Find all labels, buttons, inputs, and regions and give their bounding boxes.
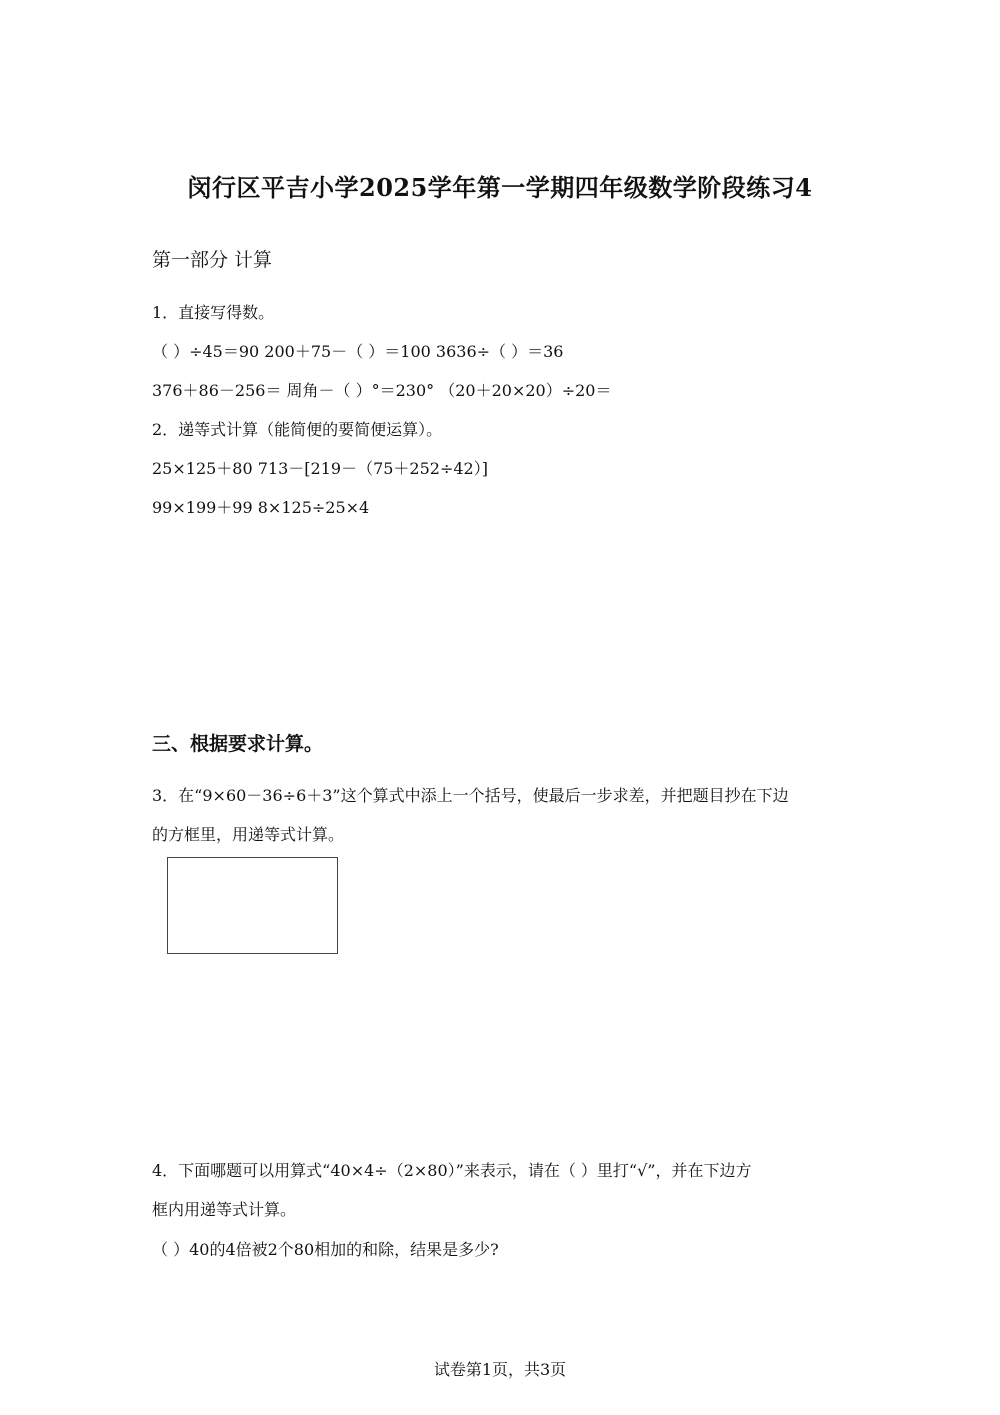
q2-prompt: 2．递等式计算（能简便的要简便运算）。	[152, 420, 443, 439]
q1-prompt: 1．直接写得数。	[152, 303, 275, 322]
q3-answer-box	[167, 857, 338, 954]
part3-heading: 三、根据要求计算。	[152, 733, 324, 755]
q4-line-2: 框内用递等式计算。	[152, 1200, 297, 1219]
part1-heading: 第一部分 计算	[152, 249, 273, 271]
q3-line-2: 的方框里，用递等式计算。	[152, 825, 345, 844]
q1-row-2: 376＋86－256＝ 周角－（ ）°＝230° （20＋20×20）÷20＝	[152, 381, 612, 400]
q3-line-1: 3．在“9×60－36÷6＋3”这个算式中添上一个括号，使最后一步求差，并把题目抄在下边	[152, 786, 789, 805]
q2-row-2: 99×199＋99 8×125÷25×4	[152, 498, 370, 517]
page-footer: 试卷第1页，共3页	[433, 1360, 567, 1379]
q4-option-1: （ ）40的4倍被2个80相加的和除，结果是多少?	[152, 1240, 499, 1259]
document-title: 闵行区平吉小学2025学年第一学期四年级数学阶段练习4	[187, 173, 813, 202]
q2-row-1: 25×125＋80 713－[219－（75＋252÷42）]	[152, 459, 488, 478]
q4-line-1: 4．下面哪题可以用算式“40×4÷（2×80）”来表示，请在（ ）里打“√”，并在下边方	[152, 1161, 752, 1180]
q1-row-1: （ ）÷45＝90 200＋75－（ ）＝100 3636÷（ ）＝36	[152, 342, 564, 361]
